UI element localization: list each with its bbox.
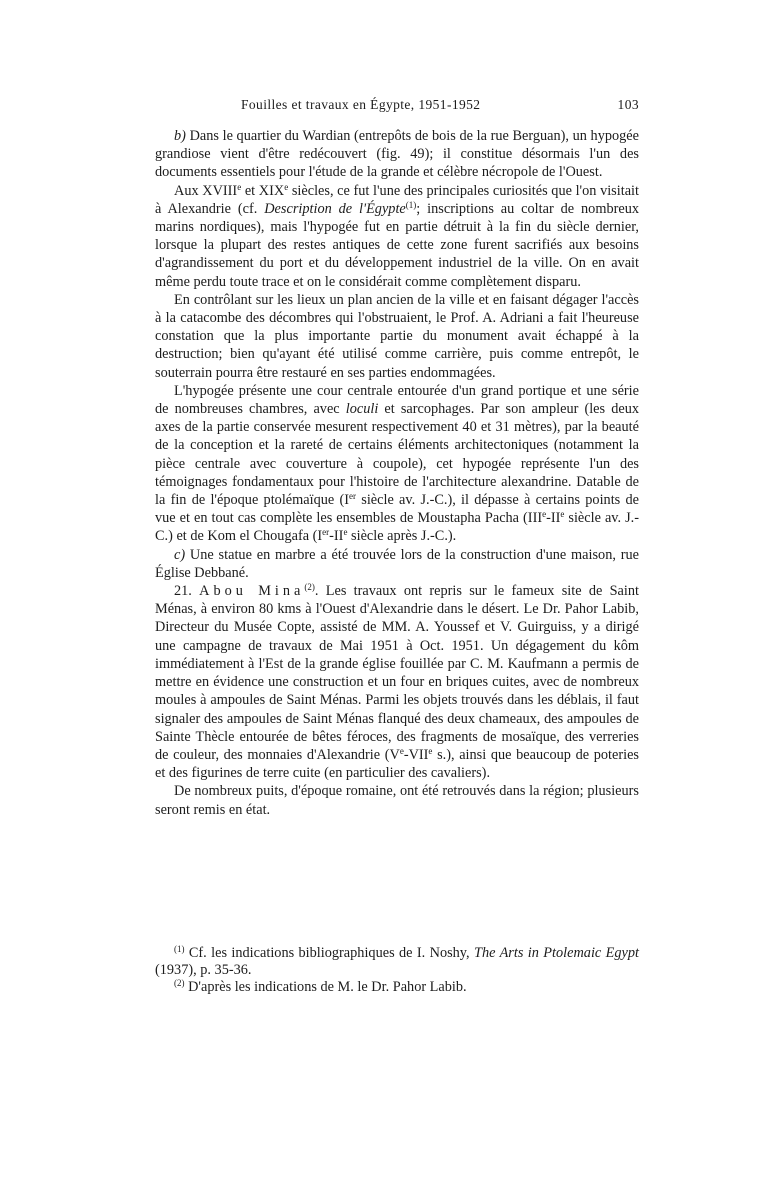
text-run: Aux XVIII	[174, 182, 238, 199]
text-run: -II	[329, 528, 344, 545]
running-title: Fouilles et travaux en Égypte, 1951-1952	[241, 97, 481, 112]
text-run: -VII	[403, 746, 429, 763]
superscript: e	[399, 745, 404, 756]
superscript: e	[542, 509, 547, 520]
paragraph-abou-mina	[155, 582, 639, 782]
footnote-reference: (2)	[304, 582, 315, 593]
footnotes	[155, 945, 639, 996]
italic-term: loculi	[345, 401, 379, 418]
text-run: Cf. les indications bibliographiques de I. Noshy,	[184, 945, 474, 961]
paragraph-text: Dans le quartier du Wardian (entrepôts de bois de la rue Berguan), un hypogée grandiose vient d'être redécouvert (fig. 49); il constitue désormais l'un des documents essentiels pour l'étude de la grande et célèbre nécropole de l'Ouest.	[155, 128, 639, 181]
paragraph-adriani	[155, 291, 639, 382]
paragraph-text: En contrôlant sur les lieux un plan ancien de la ville et en faisant dégager l'accès à la catacombe des décombres qui l'obstruaient, le Prof. A. Adriani a fait l'heureuse constation que la plus importante partie du monument avait échappé à la destruction; bien qu'ayant été utilisé comme carrière, puis comme entrepôt, le souterrain pourra être restauré en ses parties endommagées.	[155, 291, 639, 381]
footnote-marker: (2)	[174, 978, 185, 988]
text-run: siècles, ce fut l'une des principales curiosités que l'on visitait à Alexandrie (cf.	[155, 182, 639, 217]
footnote-1	[155, 945, 639, 979]
superscript: e	[284, 181, 289, 192]
paragraph-wardian	[155, 127, 639, 182]
text-run: . Les travaux ont repris sur le fameux site de Saint Ménas, à environ 80 kms à l'Ouest d'Alexandrie dans le désert. Le Dr. Pahor Labib, Directeur du Musée Copte, assisté de MM. A. Youssef et V. Guirguiss, y a dirigé une campagne de travaux de Mai 1951 à Oct. 1951. Un dégagement du kôm immédiatement à l'Est de la grande église fouillée par C. M. Kaufmann a permis de mettre en évidence une construction et un four en briques cuites, avec de nombreux moules à ampoules de Saint Ménas. Parmi les objets trouvés dans les déblais, il faut signaler des ampoules de Saint Ménas flanqué des deux chameaux, des ampoules de Sainte Thècle entourée de bêtes féroces, des fragments de mosaïque, des verreries de couleur, des monnaies d'Alexandrie (V	[155, 583, 639, 763]
superscript: e	[237, 181, 242, 192]
text-run: et sarcophages. Par son ampleur (les deux axes de la partie conservée mesurent respectivement 40 et 31 mètres), par la beauté de la conception et la rareté de certains éléments architectoniques (notamment la pièce centrale avec couverture à coupole), cet hypogée représente l'un des témoignages fondamentaux pour l'histoire de l'architecture alexandrine. Datable de la fin de l'époque ptolémaïque (I	[155, 401, 639, 509]
footnote-2	[155, 979, 639, 996]
running-header	[155, 97, 639, 117]
text-run: ; inscriptions au coltar de nombreux marins nordiques), mais l'hypogée fut en partie détruit à la fin du siècle dernier, lorsque la plupart des restes antiques de cette zone furent sacrifiés aux besoins d'agrandissement du port et du développement industriel de la ville. On en avait même perdu toute trace et on le considérait comme complètement disparu.	[155, 200, 640, 290]
text-run: et XIX	[241, 182, 285, 199]
superscript: e	[428, 745, 433, 756]
text-run: siècle av. J.-C.), il dépasse à certains points de vue et en tout cas complète les ensembles de Moustapha Pacha (III	[155, 492, 639, 527]
paragraph-text: Une statue en marbre a été trouvée lors de la construction d'une maison, rue Église Debbané.	[155, 546, 639, 581]
italic-title: Description de l'Égypte	[264, 200, 406, 217]
body-text	[155, 127, 639, 819]
paragraph-text: De nombreux puits, d'époque romaine, ont été retrouvés dans la région; plusieurs seront remis en état.	[155, 783, 639, 818]
section-number: 21.	[174, 583, 200, 600]
text-run: L'hypogée présente une cour centrale entourée d'un grand portique et une série de nombreuses chambres, avec	[155, 382, 639, 418]
item-marker: c)	[174, 546, 186, 563]
text-run: s.), ainsi que beaucoup de poteries et des figurines de terre cuite (en particulier des cavaliers).	[155, 746, 639, 782]
paragraph-hypogee	[155, 382, 639, 546]
paragraph-statue	[155, 546, 639, 582]
footnote-marker: (1)	[174, 944, 185, 954]
page-number: 103	[617, 97, 639, 112]
superscript: er	[322, 527, 330, 538]
paragraph-puits	[155, 782, 639, 818]
item-marker: b)	[174, 128, 186, 144]
text-run: (1937), p. 35-36.	[155, 962, 252, 978]
italic-title: The Arts in Ptolemaic Egypt	[474, 945, 639, 961]
text-run: siècle av. J.-C.) et de Kom el Chougafa (I	[155, 510, 639, 545]
text-run: D'après les indications de M. le Dr. Pahor Labib.	[184, 979, 467, 995]
superscript: er	[349, 491, 356, 502]
text-run: siècle après J.-C.).	[347, 528, 457, 545]
footnote-reference: (1)	[405, 199, 417, 210]
superscript: e	[560, 509, 565, 520]
section-heading: Abou Mina	[199, 583, 305, 600]
paragraph-history	[155, 182, 639, 291]
superscript: e	[343, 527, 348, 538]
text-run: -II	[546, 510, 561, 527]
